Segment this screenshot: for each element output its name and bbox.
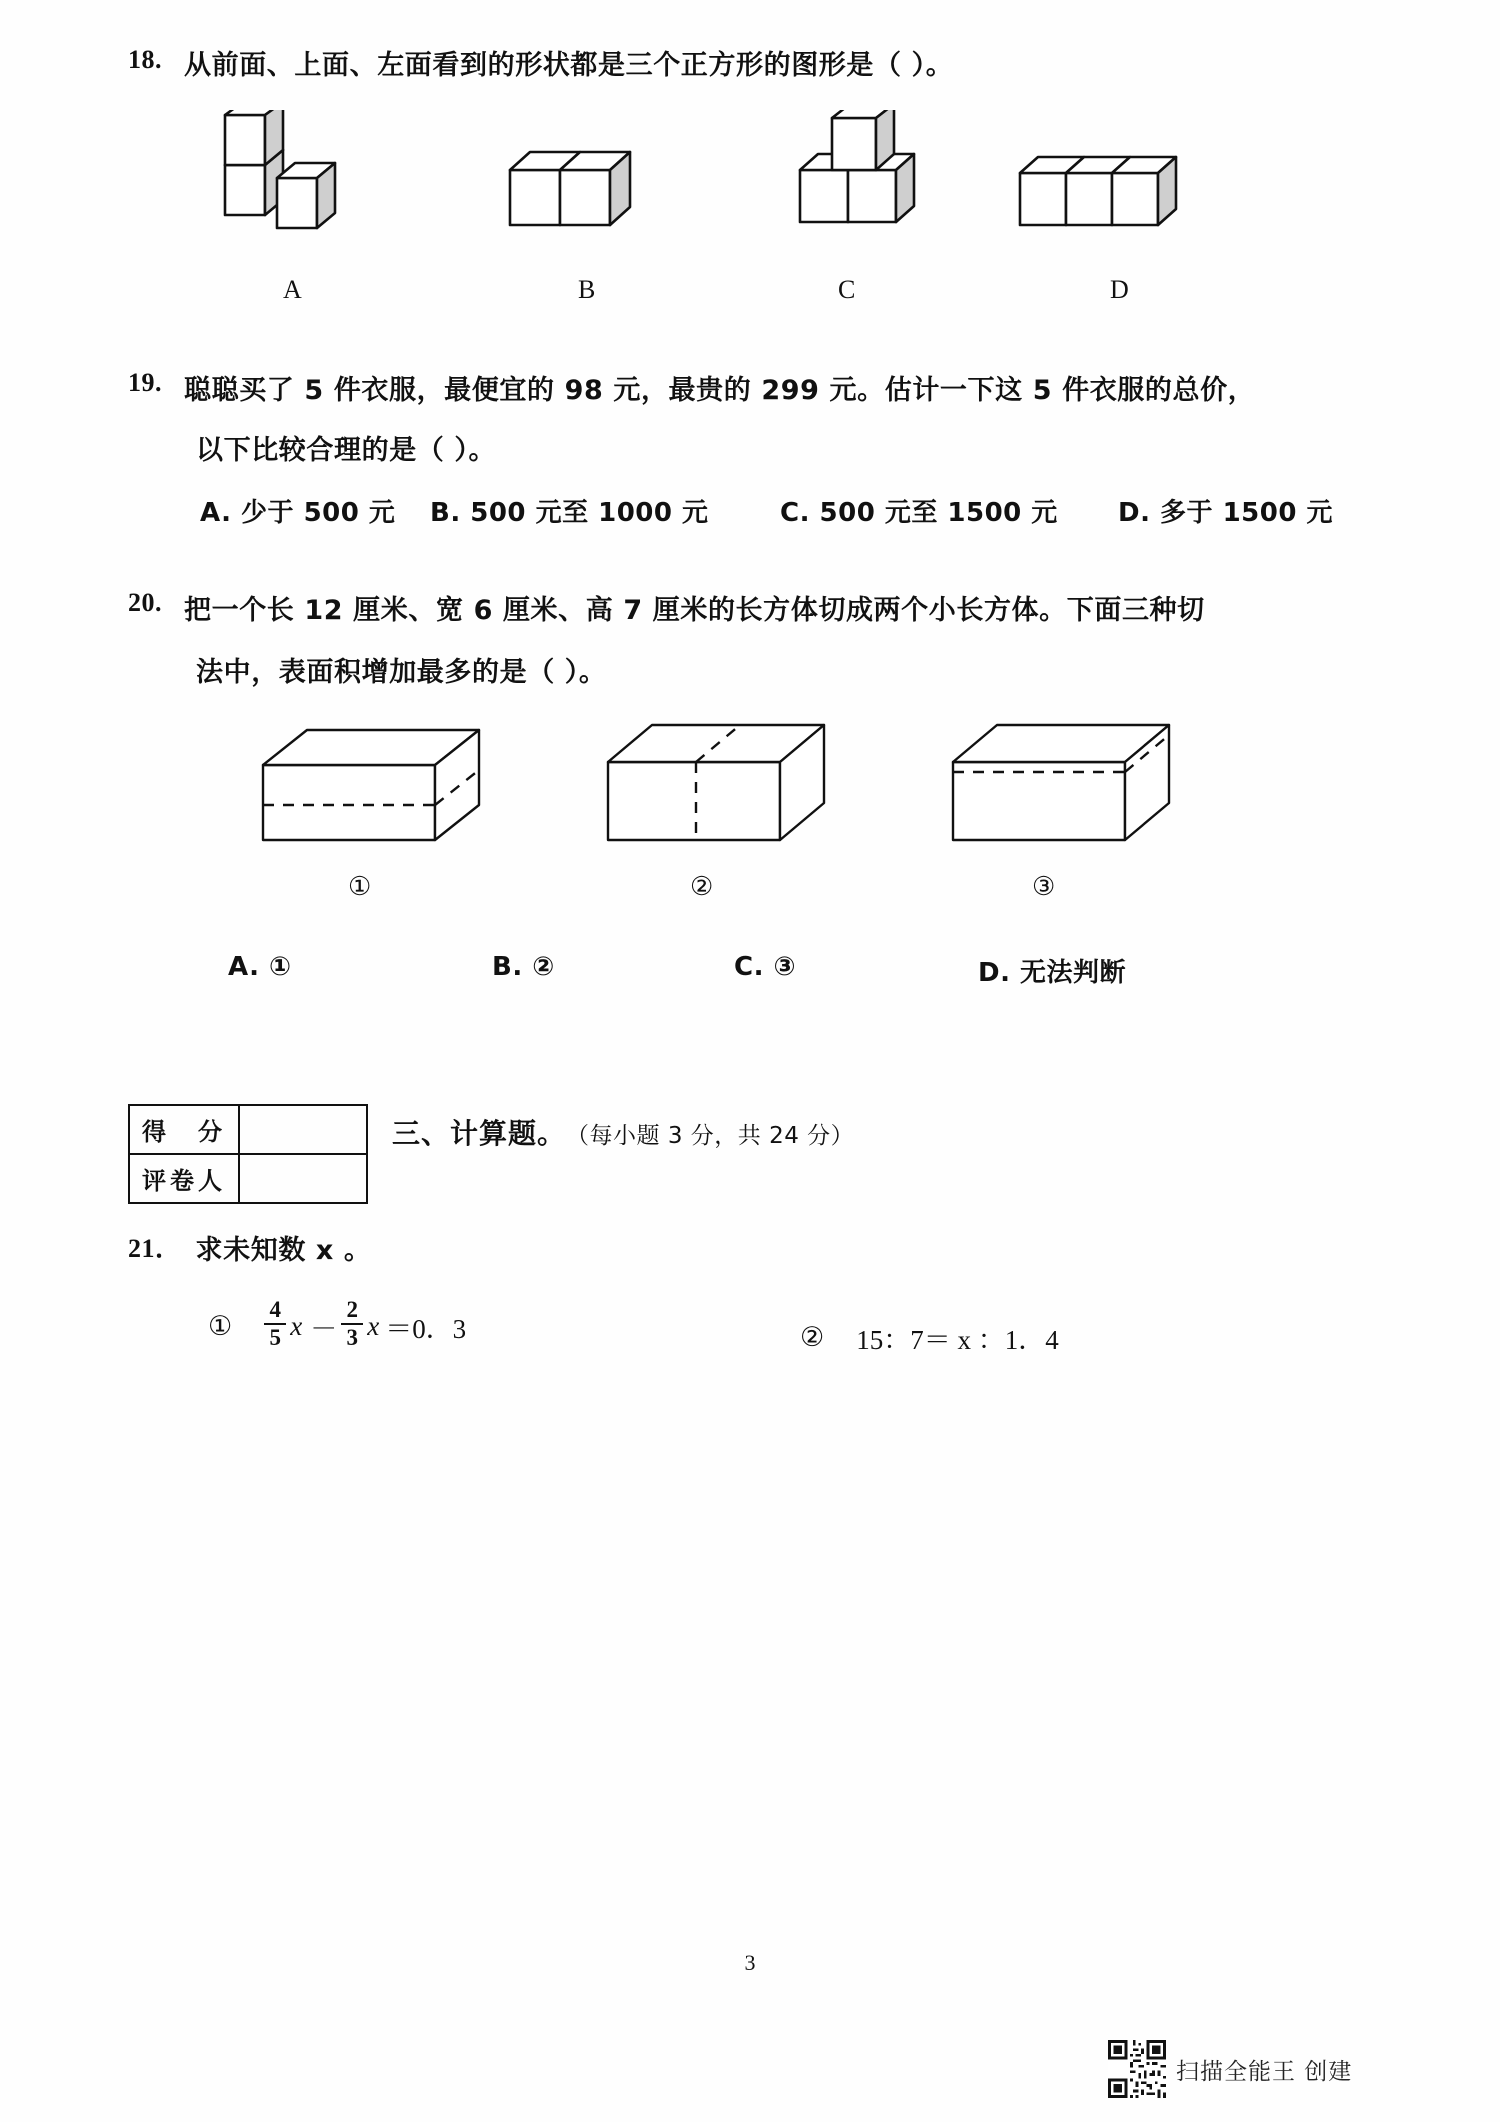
question-18-stem: 从前面、上面、左面看到的形状都是三个正方形的图形是（ ）。 xyxy=(184,50,954,81)
question-18-number: 18. xyxy=(128,45,162,74)
question-19-stem-line1: 聪聪买了 5 件衣服，最便宜的 98 元，最贵的 299 元。估计一下这 5 件衣服的总价， xyxy=(184,375,1256,406)
figure-label-a: A xyxy=(283,275,302,304)
watermark-text: 扫描全能王 创建 xyxy=(1176,2058,1353,2085)
figure-18-a xyxy=(215,110,375,230)
question-21 xyxy=(128,1228,372,1267)
question-20-line2 xyxy=(196,650,607,689)
question-21-stem: 求未知数 x 。 xyxy=(195,1235,372,1266)
question-20 xyxy=(128,588,1205,627)
score-row-points xyxy=(130,1106,366,1155)
score-label-points: 得 分 xyxy=(130,1106,240,1153)
fraction-denominator: 3 xyxy=(346,1325,358,1351)
question-19-option-c[interactable]: C. 500 元至 1500 元 xyxy=(780,498,1058,528)
fraction-numerator: 2 xyxy=(346,1297,358,1322)
score-box xyxy=(128,1104,368,1204)
question-20-option-b[interactable]: B. ② xyxy=(492,952,555,982)
item-marker-1: ① xyxy=(208,1310,233,1342)
figure-18-b xyxy=(500,140,670,235)
figure-label-c: C xyxy=(838,275,856,304)
score-value-grader[interactable] xyxy=(240,1155,366,1202)
section-note: （每小题 3 分，共 24 分） xyxy=(566,1123,855,1149)
fraction-four-fifths xyxy=(264,1298,286,1350)
fraction-denominator: 5 xyxy=(269,1325,281,1351)
figure-20-label-2: ② xyxy=(690,872,714,901)
figure-20-3 xyxy=(945,700,1195,860)
equals-operator: ＝ xyxy=(385,1313,413,1344)
question-19-option-a[interactable]: A. 少于 500 元 xyxy=(200,498,396,528)
figure-20-label-1: ① xyxy=(348,872,372,901)
question-19-stem-line2: 以下比较合理的是（ ）。 xyxy=(196,435,497,466)
scan-watermark xyxy=(1108,2040,1352,2098)
question-20-stem-line2: 法中，表面积增加最多的是（ ）。 xyxy=(196,657,607,688)
qr-code-icon xyxy=(1108,2040,1166,2098)
score-value-points[interactable] xyxy=(240,1106,366,1153)
proportion-expression: 15：7＝ x ：1．4 xyxy=(856,1325,1059,1355)
figure-20-1 xyxy=(255,710,505,860)
minus-operator: － xyxy=(310,1313,338,1344)
question-19-option-d[interactable]: D. 多于 1500 元 xyxy=(1118,498,1333,528)
score-label-grader: 评卷人 xyxy=(130,1155,240,1202)
question-21-item-2 xyxy=(800,1318,1059,1357)
question-21-item-1 xyxy=(208,1297,467,1352)
figure-20-2 xyxy=(600,700,850,860)
section-heading xyxy=(392,1112,854,1152)
variable-x-1: x xyxy=(290,1310,303,1341)
item-marker-2: ② xyxy=(800,1322,825,1353)
equation-result: 0．3 xyxy=(412,1313,467,1344)
section-title: 三、计算题。 xyxy=(392,1117,567,1150)
question-19-number: 19. xyxy=(128,368,162,397)
question-20-number: 20. xyxy=(128,588,162,617)
fraction-numerator: 4 xyxy=(269,1297,281,1322)
page-number: 3 xyxy=(744,1950,756,1975)
figure-label-d: D xyxy=(1110,275,1129,304)
question-19-option-b[interactable]: B. 500 元至 1000 元 xyxy=(430,498,709,528)
question-18 xyxy=(128,45,953,87)
figure-18-c xyxy=(790,110,970,240)
question-20-stem-line1: 把一个长 12 厘米、宽 6 厘米、高 7 厘米的长方体切成两个小长方体。下面三种切 xyxy=(184,595,1205,626)
question-21-number: 21． xyxy=(128,1234,182,1263)
fraction-two-thirds xyxy=(341,1298,363,1350)
figure-18-d xyxy=(1010,145,1225,240)
question-20-option-a[interactable]: A. ① xyxy=(228,952,292,982)
figure-20-label-3: ③ xyxy=(1032,872,1056,901)
variable-x-2: x xyxy=(367,1310,380,1341)
figure-label-b: B xyxy=(578,275,596,304)
question-19-line2 xyxy=(196,428,496,467)
score-row-grader xyxy=(130,1155,366,1202)
question-19 xyxy=(128,368,1255,407)
question-20-option-c[interactable]: C. ③ xyxy=(734,952,797,982)
question-20-option-d[interactable]: D. 无法判断 xyxy=(978,958,1127,988)
